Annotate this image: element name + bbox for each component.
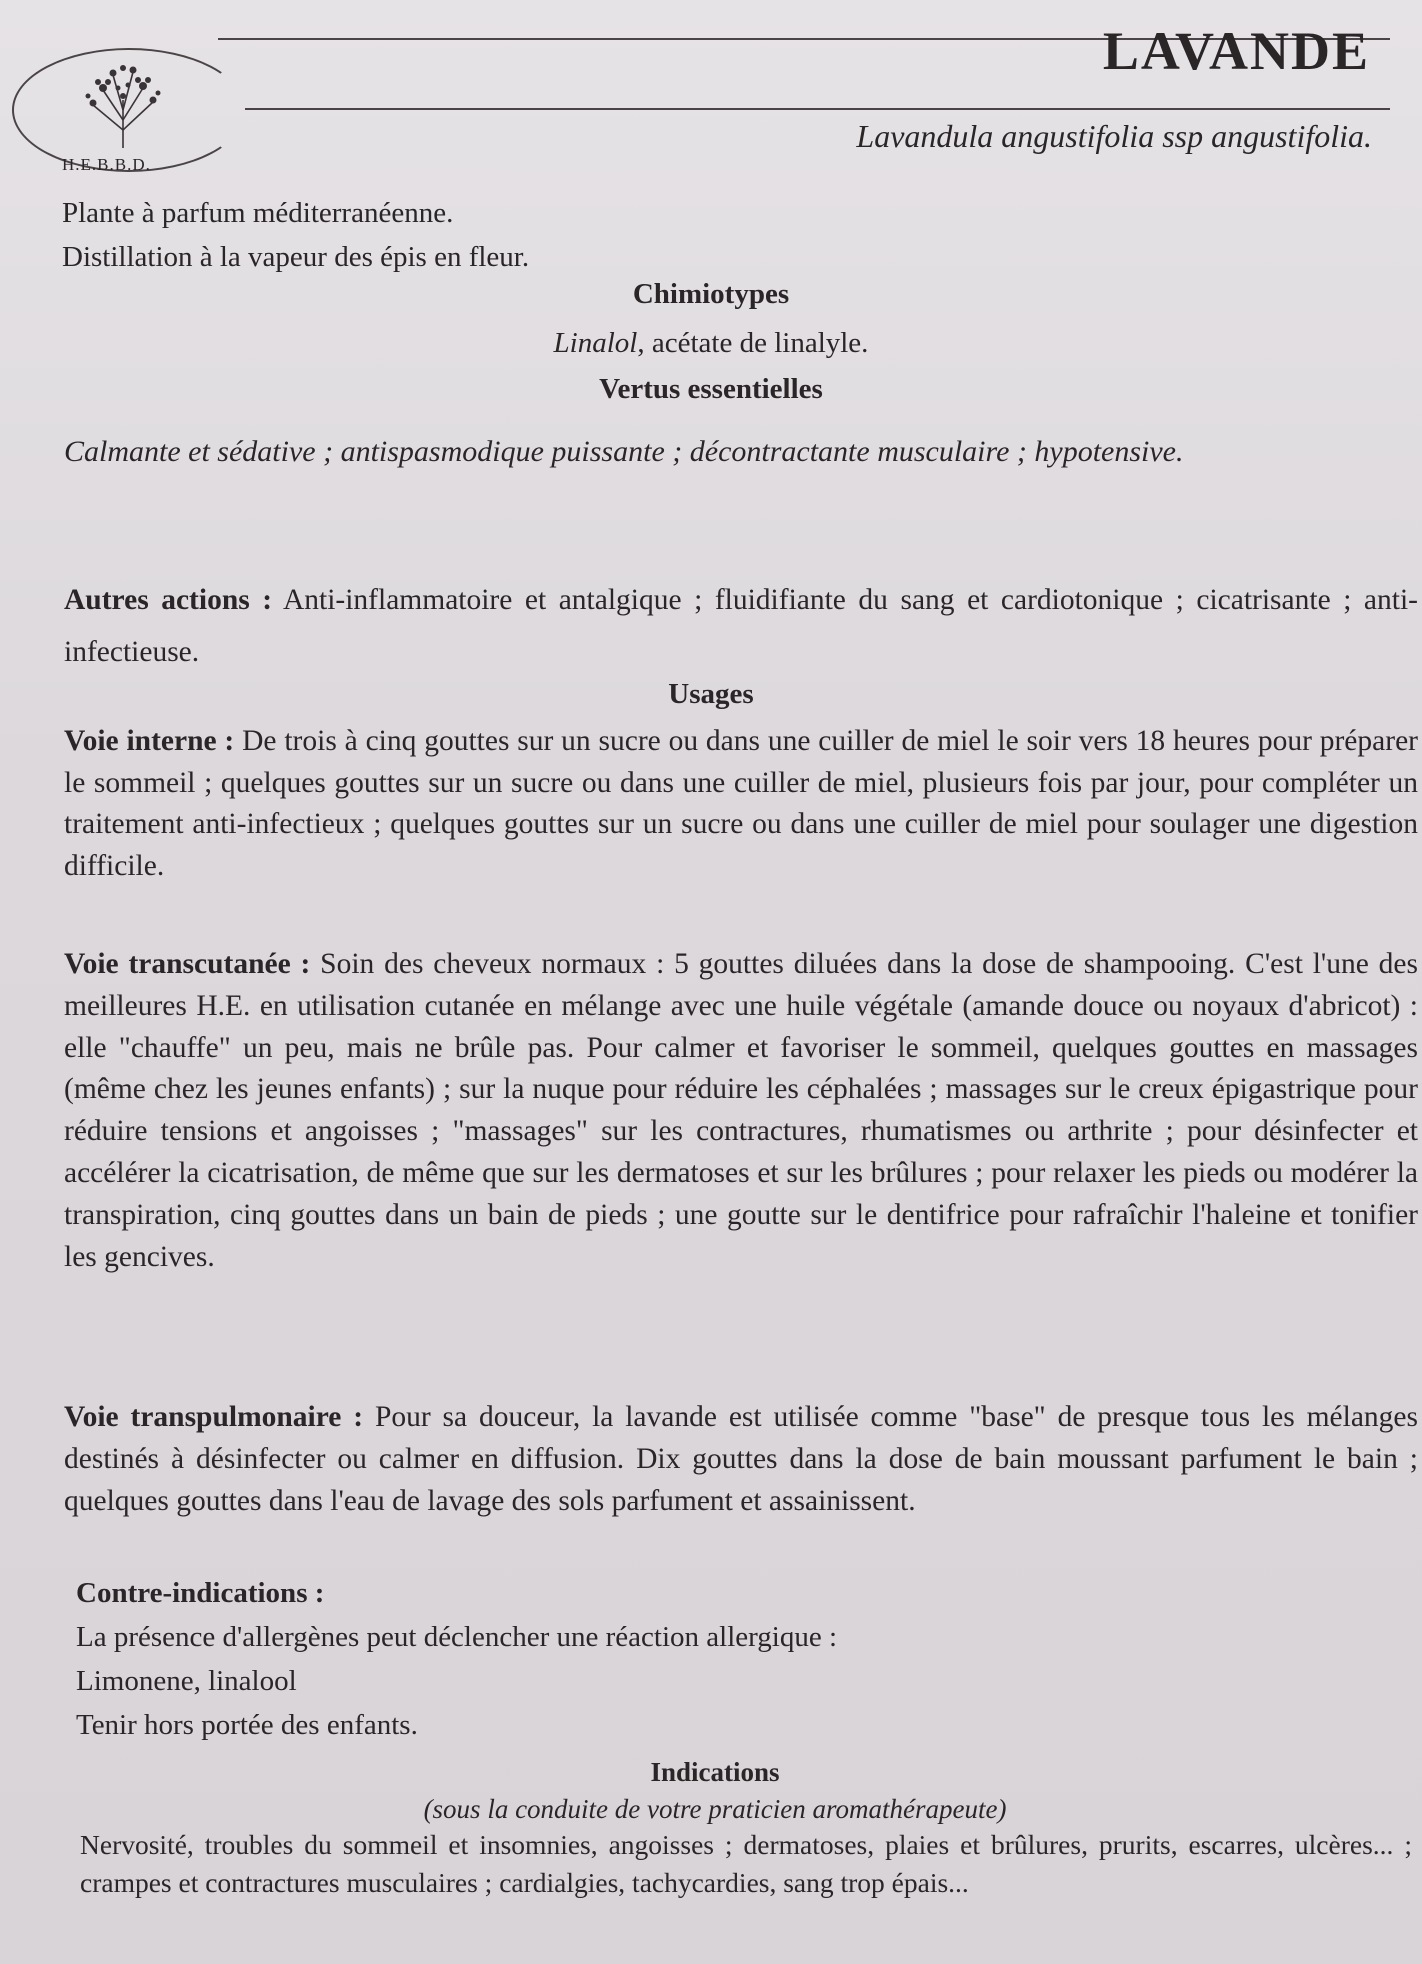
autres-actions <box>64 574 1418 678</box>
vertus-text: Calmante et sédative ; antispasmodique puissante ; décontractante musculaire ; hypotensive. <box>64 435 1184 468</box>
contre-line-2: Limonene, linalool <box>76 1665 297 1697</box>
contre-line-1: La présence d'allergènes peut déclencher une réaction allergique : <box>76 1621 837 1653</box>
voie-interne <box>64 721 1418 887</box>
indications-heading: Indications <box>650 1757 780 1787</box>
voie-transcutanee-label: Voie transcutanée : <box>64 948 311 980</box>
autres-label: Autres actions : <box>64 584 273 616</box>
voie-interne-label: Voie interne : <box>64 725 235 757</box>
chemotypes-italic: Linalol <box>553 327 638 359</box>
voie-transpulmonaire-label: Voie transpulmonaire : <box>64 1401 364 1433</box>
latin-name: Lavandula angustifolia ssp angustifolia. <box>856 118 1372 154</box>
chemotypes-heading: Chimiotypes <box>632 278 790 310</box>
contre-line-3: Tenir hors portée des enfants. <box>76 1709 418 1741</box>
usages-heading: Usages <box>668 678 754 710</box>
voie-transpulmonaire-text: Pour sa douceur, la lavande est utilisée comme "base" de presque tous les mélanges destinés à désinfecter ou calmer en diffusion. Dix gouttes dans la dose de bain moussant parfument le bain ; quelques gouttes dans l'eau de lavage des sols parfument et assainissent. <box>64 1401 1418 1517</box>
lavender-plant-icon <box>68 60 178 150</box>
indications-subheading: (sous la conduite de votre praticien aromathérapeute) <box>423 1794 1007 1824</box>
intro-line-2: Distillation à la vapeur des épis en fleur. <box>62 241 530 273</box>
voie-transcutanee <box>64 944 1418 1278</box>
contre-heading: Contre-indications : <box>76 1577 325 1609</box>
logo-text: H.E.B.B.D. <box>62 155 151 174</box>
chemotypes-value <box>0 326 1422 361</box>
autres-text: Anti-inflammatoire et antalgique ; fluidifiante du sang et cardiotonique ; cicatrisante ; anti-infectieuse. <box>64 584 1418 668</box>
voie-transcutanee-text: Soin des cheveux normaux : 5 gouttes diluées dans la dose de shampooing. C'est l'une des meilleures H.E. en utilisation cutanée en mélange avec une huile végétale (amande douce ou noyaux d'abricot) : elle "chauffe" un peu, mais ne brûle pas. Pour calmer et favoriser le sommeil, quelques gouttes en massages (même chez les jeunes enfants) ; sur la nuque pour réduire les céphalées ; massages sur le creux épigastrique pour réduire tensions et angoisses ; "massages" sur les contractures, rhumatismes ou arthrite ; pour désinfecter et accélérer la cicatrisation, de même que sur les dermatoses et sur les brûlures ; pour relaxer les pieds ou modérer la transpiration, cinq gouttes dans un bain de pieds ; une goutte sur le dentifrice pour rafraîchir l'haleine et tonifier les gencives. <box>64 948 1418 1273</box>
intro-line-1: Plante à parfum méditerranéenne. <box>62 197 454 229</box>
page-title: LAVANDE <box>1102 21 1370 81</box>
chemotypes-rest: , acétate de linalyle. <box>637 327 869 359</box>
voie-interne-text: De trois à cinq gouttes sur un sucre ou dans une cuiller de miel le soir vers 18 heures pour préparer le sommeil ; quelques gouttes sur un sucre ou dans une cuiller de miel, plusieurs fois par jour, pour compléter un traitement anti-infectieux ; quelques gouttes sur un sucre ou dans une cuiller de miel pour soulager une digestion difficile. <box>64 725 1418 882</box>
indications-text: Nervosité, troubles du sommeil et insomnies, angoisses ; dermatoses, plaies et brûlures, prurits, escarres, ulcères... ; crampes et contractures musculaires ; cardialgies, tachycardies, sang trop épais... <box>80 1829 1412 1898</box>
vertus-heading: Vertus essentielles <box>599 373 823 405</box>
voie-transpulmonaire <box>64 1396 1418 1522</box>
header-rule-bottom <box>245 108 1390 110</box>
